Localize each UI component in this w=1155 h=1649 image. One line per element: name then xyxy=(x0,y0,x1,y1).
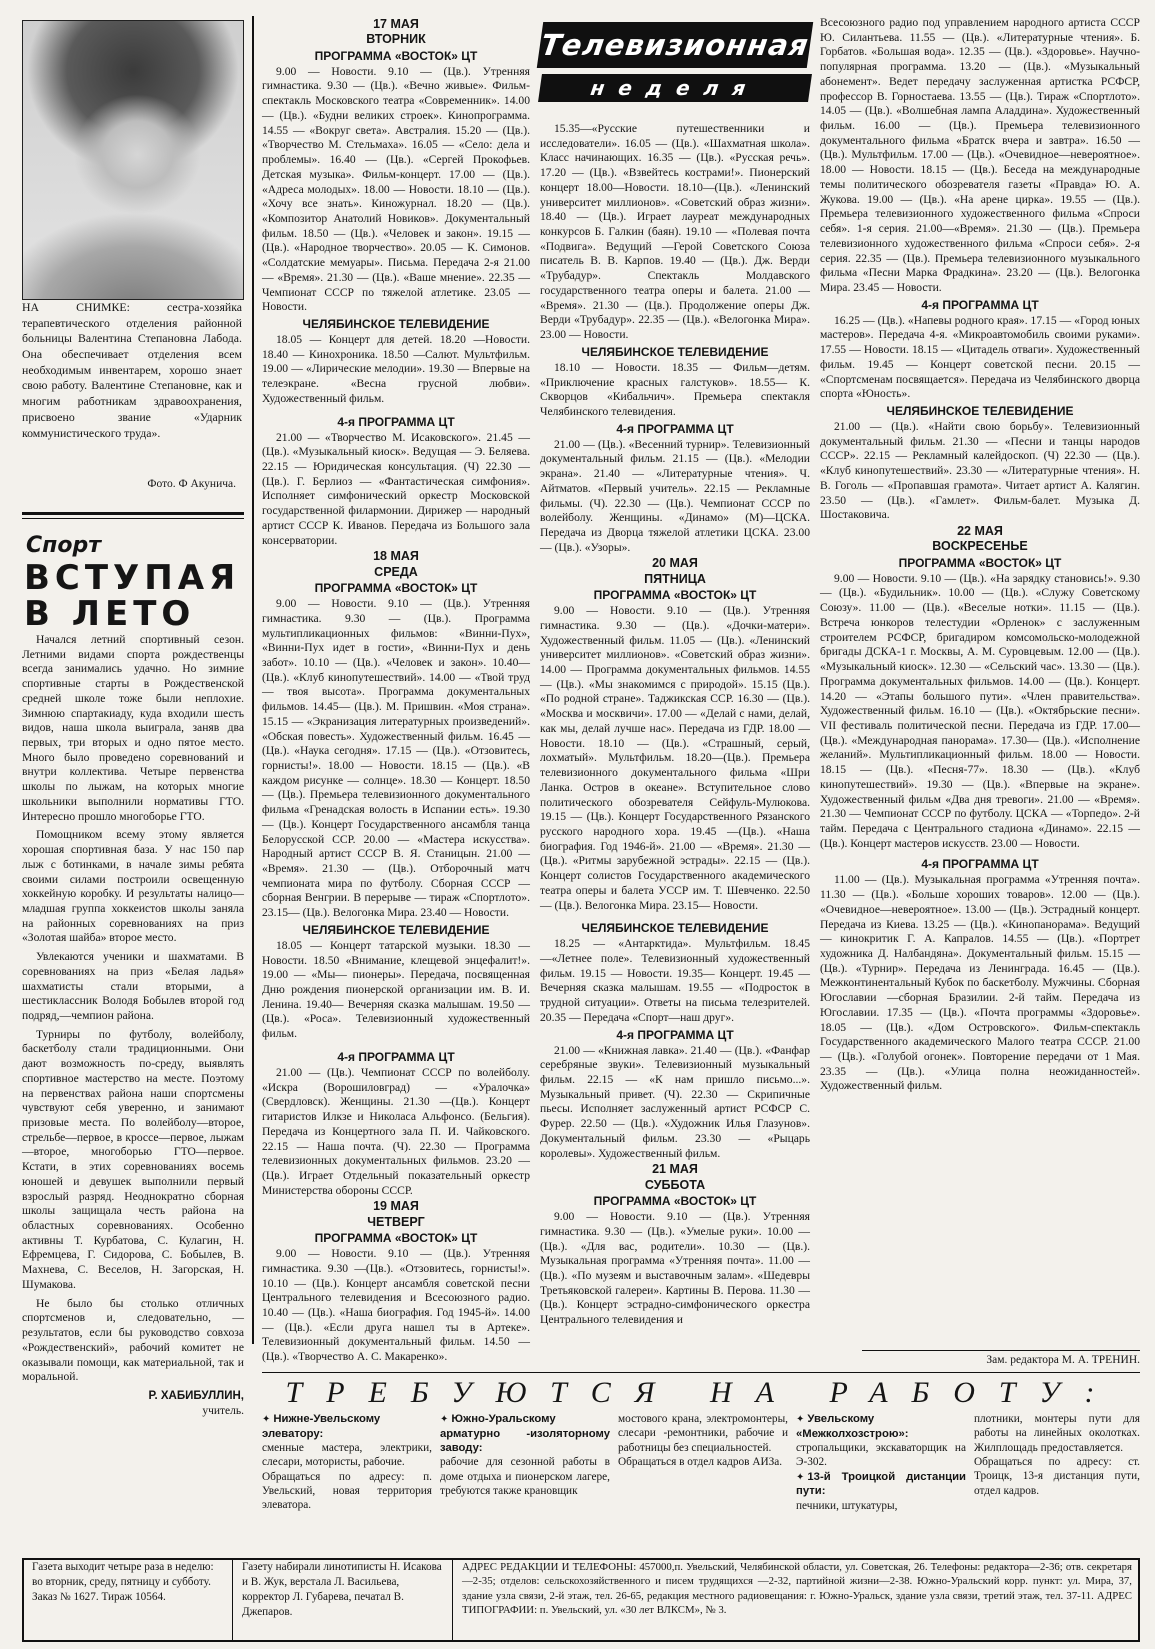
day-name: СРЕДА xyxy=(374,564,418,579)
program-listing: 18.05 — Концерт для детей. 18.20 —Новости. 18.40 — Кинохроника. 18.50 —Салют. Мультфильм. 19.00 — «Лирические мелодии». 19.30 — Впервые на телеэкране. «Весна грусной любви». Художественный фильм. xyxy=(262,332,530,405)
day-date: 18 МАЯ xyxy=(373,549,419,564)
photo-credit: Фото. Ф Акунича. xyxy=(147,478,236,490)
jobs-heading: ТРЕБУЮТСЯ НА РАБОТУ: xyxy=(285,1376,1119,1409)
program-heading: ПРОГРАММА «ВОСТОК» ЦТ xyxy=(593,588,757,603)
program-heading: 4-я ПРОГРАММА ЦТ xyxy=(337,414,455,429)
program-heading: ЧЕЛЯБИНСКОЕ ТЕЛЕВИДЕНИЕ xyxy=(302,922,490,937)
imprint-schedule: Газета выходит четыре раза в неделю: во вторник, среду, пятницу и субботу. Заказ № 1627. Тираж 10564. xyxy=(32,1561,214,1603)
employer-name: Увельскому «Межколхозстрою»: xyxy=(796,1413,909,1440)
day-date: 20 МАЯ xyxy=(652,556,698,571)
program-heading: ЧЕЛЯБИНСКОЕ ТЕЛЕВИДЕНИЕ xyxy=(302,316,490,331)
program-heading: 4-я ПРОГРАММА ЦТ xyxy=(616,421,734,436)
masthead-subtitle: неделя xyxy=(538,74,812,102)
program-listing: 9.00 — Новости. 9.10 — (Цв.). «На зарядку становись!». 9.30 — (Цв.). «Будильник». 10.00 — (Цв.). «Служу Советскому Союзу». 11.00 — (Цв.). «Веселые нотки». 11.15 — (Цв.). Встреча юнкоров телестудии «Орленок» с заслуженным строителем РСФСР, бригадиром комсомольско-молодежной бригады ДСКА-1 г. Москвы, А. М. Суровцевым. 12.00 — (Цв.). «Музыкальный киоск». 12.30 — «Сельский час». 13.30 — (Цв.). Программа документальных фильмов. 14.00 — (Цв.). Концерт. 14.20 — «Этапы большого пути». «Член правительства». Художественный фильм. 16.10 — (Цв.). «Октябрьские песни». VII фестиваль политической песни. Передача из ГДР. 17.00— (Цв.). «Международная панорама». 17.30— (Цв.). «Исполнение желаний». Мультипликационный фильм. 18.00 — Новости. 18.15 — (Цв.). «Песня-77». 18.30 — (Цв.). «Клуб кинопутешествий». 19.30 — (Цв.). «Впервые на экране». Художественный фильм «Два дня тревоги». 21.00 — «Время». 21.30 — Чемпионат СССР по футболу. ЦСКА — «Торпедо». 2-й тайм. Передача с Центрального стадиона «Динамо». 22.15 — (Цв.). Концерт мастеров искусств. 23.00 — Новости. xyxy=(820,571,1140,850)
program-heading: 4-я ПРОГРАММА ЦТ xyxy=(616,1027,734,1042)
program-heading: ПРОГРАММА «ВОСТОК» ЦТ xyxy=(593,1194,757,1209)
diamond-bullet-icon: ✦ xyxy=(796,1471,805,1483)
day-name: ПЯТНИЦА xyxy=(644,571,706,586)
program-listing: 9.00 — Новости. 9.10 — (Цв.). Утренняя гимнастика. 9.30 — (Цв.). «Умелые руки». 10.00 — (Цв.). «Для вас, родители». 10.30 — (Цв.). Музыкальная программа «Утренняя почта». 11.00 — (Цв.). «По музеям и выставочным залам». «Шедевры Третьяковской галереи». Картины В. Перова. 11.30 —(Цв.). Концерт эстрадно-симфонического оркестра Центрального телевидения и xyxy=(540,1210,810,1327)
job-list: стропальщики, экскаваторщик на Э-302. xyxy=(796,1442,966,1469)
program-listing: 9.00 — Новости. 9.10 — (Цв.). Утренняя гимнастика. 9.30 —(Цв.). «Отзовитесь, горнисты!». 10.10 — (Цв.). Концерт ансамбля советской песни Центрального телевидения и Всесоюзного радио. 10.40 — (Цв.). «Наша биография. Год 1945-й». 14.00 — (Цв.). «Если друга нашел ты в Артеке». Телевизионный документальный фильм. 14.50 —(Цв.). «Творчество А. С. Макаренко». xyxy=(262,1247,530,1364)
job-list: сменные мастера, электрики, слесари, мотористы, рабочие. xyxy=(262,1442,432,1469)
tv-column-4 xyxy=(820,16,1140,1348)
program-heading: ПРОГРАММА «ВОСТОК» ЦТ xyxy=(314,581,478,596)
program-heading: 4-я ПРОГРАММА ЦТ xyxy=(921,857,1039,872)
sport-article xyxy=(22,633,244,1418)
job-contact: Обращаться по адресу: ст. Троицк, 13-я дистанция пути, отдел кадров. xyxy=(974,1456,1140,1497)
jobs-rule xyxy=(262,1372,1140,1373)
left-divider-thin xyxy=(22,518,244,519)
program-listing: 9.00 — Новости. 9.10 — (Цв.). Утренняя гимнастика. 9.30 — (Цв.). «Вечно живые». Фильм-спектакль Московского театра «Современник». 14.00 — (Цв.). «Будни великих строек». Кинопрограмма. 14.55 — «Вокруг света». Австралия. 15.20 — (Цв.). «Творчество М. Стельмаха». 16.05 — «Село: дела и проблемы». 16.40 — (Цв.). «Сергей Прокофьев. Детская музыка». Фильм-концерт. 17.00 — (Цв.). «Адреса молодых». 18.00 — Новости. 18.10 — (Цв.). «Хочу все знать». Киножурнал. 18.20 — (Цв.). «Композитор Анатолий Новиков». Документальный фильм. 18.50 — (Цв.). «Человек и закон». 19.15 — (Цв.). «Народное творчество». 20.05 — К. Симонов. «Солдатские мемуары». Письма. Передача 2-я 21.00 — «Время». 21.30 — (Цв.). «Ваше мнение». 22.35 — Чемпионат СССР по тяжелой атлетике. 23.05 — Новости. xyxy=(262,64,530,314)
article-author: Р. ХАБИБУЛЛИН, xyxy=(148,1389,244,1402)
sport-headline: ВСТУПАЯ В ЛЕТО xyxy=(24,558,241,635)
program-heading: ПРОГРАММА «ВОСТОК» ЦТ xyxy=(314,1231,478,1246)
job-list: плотники, монтеры пути для работы на линейных околотках. Жилплощадь предоставляется. xyxy=(974,1413,1140,1454)
program-heading: ЧЕЛЯБИНСКОЕ ТЕЛЕВИДЕНИЕ xyxy=(581,921,769,936)
portrait-photo xyxy=(22,20,244,300)
editor-rule xyxy=(862,1350,1140,1351)
masthead-title: Телевизионная xyxy=(537,22,813,68)
sport-paragraph: Не было бы столько отличных спортсменов и, следовательно, — результатов, если бы руководство совхоза «Рождественский», рабочий комитет не оказывали помощи, как материальной, так и моральной. xyxy=(22,1296,244,1384)
program-listing: 18.05 — Концерт татарской музыки. 18.30 — Новости. 18.50 «Внимание, клещевой энцефалит!». 19.00 — «Мы— пионеры». Передача, посвященная Дню рождения пионерской организации им. В. И. Ленина. 19.40— Вечерняя сказка малышам. 19.50 — (Цв.). «Роса». Телевизионный художественный фильм. xyxy=(262,938,530,1041)
program-listing: 18.10 — Новости. 18.35 — Фильм—детям. «Приключение красных галстуков». 18.55— К. Скворцов «Кибальчич». Премьера спектакля Челябинского телевидения. xyxy=(540,360,810,418)
imprint-divider xyxy=(232,1560,233,1640)
program-heading: ЧЕЛЯБИНСКОЕ ТЕЛЕВИДЕНИЕ xyxy=(581,344,769,359)
deputy-editor: Зам. редактора М. А. ТРЕНИН. xyxy=(986,1354,1140,1366)
day-name: ВТОРНИК xyxy=(366,32,426,47)
program-heading: ПРОГРАММА «ВОСТОК» ЦТ xyxy=(314,48,478,63)
day-name: ВОСКРЕСЕНЬЕ xyxy=(932,539,1028,554)
day-date: 22 МАЯ xyxy=(957,524,1003,538)
program-listing: 21.00 — (Цв.). «Весенний турнир». Телевизионный документальный фильм. 21.15 — (Цв.). «Мелодии экрана». 21.40 — «Литературные чтения». Ч. Айтматов. «Первый учитель». 22.15 — Рекламные фильмы. (Ч). 22.30 — (Цв.). Чемпионат СССР по волейболу. Женщины. «Динамо» (М)—ЦСКА. Передача из Дворца тяжелой атлетики ЦСКА. 23.00 — (Цв.). «Узоры». xyxy=(540,437,810,554)
job-ad-mezhkolkhozstroy xyxy=(796,1412,966,1513)
employer-name: Южно-Уральскому арматурно -изоляторному заводу: xyxy=(440,1413,610,1455)
job-ad-track-district xyxy=(974,1412,1140,1498)
job-list: печники, штукатуры, xyxy=(796,1499,898,1512)
job-ad-insulator-plant-cont xyxy=(618,1412,788,1469)
program-listing: 9.00 — Новости. 9.10 — (Цв.). Утренняя гимнастика. 9.30 — (Цв.). Программа мультипликационных фильмов: «Винни-Пух», «Винни-Пух идет в гости», «Винни-Пух и день забот». 10.10 — (Цв.). «Человек и закон». 10.40—(Цв.). «Клуб кинопутешествий». 14.00 — «Твой труд — твоя высота». Программа документальных фильмов. 14.45— (Цв.). М. Пришвин. «Моя страна». 15.15 — «Экранизация литературных произведений». «Обская повесть». Художественный фильм. 16.45 — (Цв.). «Наука сегодня». 17.15 — (Цв.). «Отзовитесь, горнисты!». 18.00 — Новости. 18.15 — (Цв.). «В каждом рисунке — солнце». 18.30 — Концерт. 18.50 — (Цв.). Премьера телевизионного документального фильма «Гренадская волость в Испании есть». 19.30 — (Цв.). Концерт Государственного ансамбля танца Белорусской ССР. 20.00 — «Мастера искусства». Народный артист СССР В. Я. Станицын. 21.00 — «Время». 21.30 — (Цв.). Отборочный матч чемпионата мира по футболу. Сборная СССР — сборная Венгрии. В перерыве — тираж «Спортлото». 23.15— (Цв.). Велогонка Мира. 23.40 — Новости. xyxy=(262,597,530,920)
sport-paragraph: Увлекаются ученики и шахматами. В соревнованиях на приз «Белая ладья» шахматисты стали вторыми, а шестиклассник Володя Бобылев второй год подряд,—чемпион района. xyxy=(22,950,244,1022)
sport-paragraph: Турниры по футболу, волейболу, баскетболу стали традиционными. Они дают возможность по-среду, выявлять спортивное мастерство на месте. Поэтому на первенствах района наши спортсмены чувствуют себя уверенно, и занимают призовые места. По волейболу—второе, стрельбе—первое, в кроссе—первое, лыжам—второе, многоборью ГТО—первое. Кстати, в этих соревнованиях восемь юношей и девушек выполнили первый взрослый разряд. Неоднократно сборная школы защищала честь района на областных соревнованиях. Особенно активны Т. Курбатова, С. Кулагин, Н. Ефремцева, Г. Сидорова, С. Бобылев, В. Махнева, С. Веселов, Н. Загорская, Н. Шумакова. xyxy=(22,1027,244,1291)
diamond-bullet-icon: ✦ xyxy=(440,1414,449,1425)
tv-column-3 xyxy=(540,122,810,1346)
program-heading: 4-я ПРОГРАММА ЦТ xyxy=(921,297,1039,312)
day-date: 21 МАЯ xyxy=(652,1162,698,1177)
program-listing: 21.00 — «Творчество М. Исаковского». 21.45 — (Цв.). «Музыкальный киоск». Ведущая — Э. Беляева. 22.15 — Юридическая консультация. (Ч) 22.30 — (Цв.). Г. Берлиоз — «Фантастическая симфония». Исполняет симфонический оркестр Московской государственной филармонии. Дирижер — народный артист СССР К. Иванов. Передача из Большого зала консерватории. xyxy=(262,430,530,547)
photo-caption: НА СНИМКЕ: сестра-хозяйка терапевтического отделения районной больницы Валентина Степановна Лабода. Она обеспечивает отделения всем необходимым инвентарем, хорошо знает свою работу. Валентине Степановне, как и многим работникам здравоохранения, присвоено звание «Ударник коммунистического труда». xyxy=(22,300,242,440)
day-name: СУББОТА xyxy=(644,1177,706,1192)
column-rule xyxy=(252,16,254,1344)
program-listing: 21.00 — (Цв.). «Найти свою борьбу». Телевизионный документальный фильм. 21.30 — «Песни и танцы народов СССР». 22.15 — Рекламный калейдоскоп. (Ч) 22.30 — (Цв.). «Клуб кинопутешествий». 23.30 — «Литературные чтения». Н. В. Гоголь — «Пропавшая грамота». Читает артист А. Калягин. 23.50 — (Цв.). «Гамлет». Фильм-балет. Музыка Д. Шостаковича. xyxy=(820,419,1140,522)
program-listing: 21.00 — «Книжная лавка». 21.40 — (Цв.). «Фанфар серебряные звуки». Телевизионный музыкальный фильм. 22.15 — «К нам пришло письмо...». Музыкальный привет. (Ч). 22.30 — Скрипичные пьесы. Исполняет заслуженный артист РСФСР С. Фурер. 22.50 — (Цв.). «Художник Илья Глазунов». Документальный фильм. 23.30 — «Рыцарь королевы». Художественный фильм. xyxy=(540,1043,810,1160)
article-author-role: учитель. xyxy=(202,1404,244,1417)
day-name: ЧЕТВЕРГ xyxy=(367,1214,425,1229)
imprint-staff: Газету набирали линотиписты Н. Исакова и В. Жук, верстала Л. Васильева, корректор Л. Губарева, печатал В. Джепаров. xyxy=(242,1561,442,1618)
sport-paragraph: Помощником всему этому является хорошая спортивная база. У нас 150 пар лыж с ботинками, в начале зимы ребята своими силами построили освещенную хоккейную коробку. И результаты налицо—младшая группа хоккеистов школы заняла на районных соревнованиях на приз «Золотая шайба» второе место. xyxy=(22,828,244,945)
job-list: рабочие для сезонной работы в доме отдыха и пионерском лагере, требуются также крановщик xyxy=(440,1456,610,1498)
job-ad-elevator xyxy=(262,1412,432,1513)
program-listing: 15.35—«Русские путешественники и исследователи». 16.05 — (Цв.). «Шахматная школа». Класс начинающих. 16.35 — (Цв.). «Русская речь». 17.20 — (Цв.). «Взвейтесь кострами!». Пионерский концерт 18.00—Новости. 18.10—(Цв.). «Ленинский университет миллионов». «Советский образ жизни». 18.40 — (Цв.). Играет лауреат международных конкурсов Б. Галкин (баян). 19.10 — «Полевая почта «Подвига». Ведущий —Герой Советского Союза писатель В. В. Карпов. 19.40 — (Цв.). Дж. Верди «Трубадур». Спектакль Молдавского государственного театра оперы и балета. 21.00 — «Время». 21.30 — (Цв.). Продолжение оперы Дж. Верди «Трубадур». 22.35 — (Цв.). «Велогонка Мира». 23.00 — Новости. xyxy=(540,122,810,342)
program-listing: 18.25 — «Антарктида». Мультфильм. 18.45 —«Летнее поле». Телевизионный художественный фильм. 19.15 — Новости. 19.35— Концерт. 19.45 — Вечерняя сказка малышам. 19.55 — «Подросток в трудной ситуации». Ответы на письма телезрителей. 20.35 — Передача «Спорт—наш друг». xyxy=(540,937,810,1024)
job-ad-insulator-plant xyxy=(440,1412,610,1498)
program-heading: ЧЕЛЯБИНСКОЕ ТЕЛЕВИДЕНИЕ xyxy=(886,403,1074,418)
diamond-bullet-icon: ✦ xyxy=(796,1414,805,1425)
program-listing: 9.00 — Новости. 9.10 — (Цв.). Утренняя гимнастика. 9.30 — (Цв.). «Дочки-матери». Художественный фильм. 11.05 — (Цв.). «Ленинский университет миллионов». «Советский образ жизни». 14.00 — Программа документальных фильмов. 14.55 — (Цв.). «Мы знакомимся с природой». 15.15 (Цв.). «По родной стране». Таджикская ССР. 16.30 — (Цв.). «Москва и москвичи». 17.00 — «Делай с нами, делай, как мы, делай лучше нас». Передача из ГДР. 18.00 — Новости. 18.10 — (Цв.). «Страшный, серый, лохматый». Мультфильм. 18.20—(Цв.). Премьера телевизионного документального фильма «Шри Ланка. Остров в океане». Вступительное слово политического обозревателя Сейфуль-Мулюкова. 19.15 — (Цв.). Концерт Государственного Рязанского русского народного хора. 19.45 —(Цв.). «Наша биография. Год 1946-й». 21.00 — «Время». 21.30 — (Цв.). «Ритмы зарубежной эстрады». 22.15 — (Цв.). Концерт солистов Государственного академического театра оперы и балета УССР им. Т. Шевченко. 22.50 — (Цв.). Велогонка Мира. 23.15— Новости. xyxy=(540,604,810,912)
program-listing: 11.00 — (Цв.). Музыкальная программа «Утренняя почта». 11.30 — (Цв.). «Больше хороших товаров». 12.00 — (Цв.). «Очевидное—невероятное». 13.00 — (Цв.). Эстрадный концерт. Передача из Киева. 13.25 — (Цв.). «Кинопанорама». Ведущий — кинокритик Г. А. Капралов. 14.55 — (Цв.). «Портрет художника Д. Налбандяна». Документальный фильм. 15.15 — (Цв.). «Турнир». Передача из Ленинграда. 16.45 — (Цв.). Межконтинентальный Кубок по баскетболу. Мужчины. Сборная Югославии —сборная Бразилии. 2-й тайм. Передача из Югославии. 17.35 — (Цв.). «Почта программы «Здоровье». 18.05 — (Цв.). «Дом Островского». Фильм-спектакль Государственного академического Малого театра СССР. 21.00 — (Цв.). «Голубой огонек». Повторение передачи от 1 Мая. 23.35 — (Цв.). «Улица полна неожиданностей». Художественный фильм. xyxy=(820,873,1140,1093)
program-heading: ПРОГРАММА «ВОСТОК» ЦТ xyxy=(898,555,1062,570)
program-listing: Всесоюзного радио под управлением народного артиста СССР Ю. Силантьева. 11.55 — (Цв.). «Литературные чтения». Б. Горбатов. «Большая вода». 12.35 — (Цв.). «Здоровье». Научно-популярная программа. 13.20 — (Цв.). «Музыкальный абонемент». Ведет передачу заслуженная артистка РСФСР, профессор В. Горностаева. 13.55 — (Цв.). Тираж «Спортлото». 14.05 — (Цв.). «Волшебная лампа Аладдина». Художественный фильм. 16.00 — (Цв.). Премьера телевизионного документального фильма «Братск вчера и завтра». 16.50 — (Цв.). Мультфильм. 17.00 — (Цв.). «Очевидное—невероятное». 18.00 — Новости. 18.15 — (Цв.). Беседа на международные темы политического обозревателя газеты «Правда» Ю. А. Жукова. 19.00 — (Цв.). «На арене цирка». 19.55 — (Цв.). Премьера телевизионного художественного фильма «Спроси себя». 1-я серия. 21.00—«Время». 21.30 — (Цв.). Премьера телевизионного художественного фильма «Спроси себя». 2-я серия. 22.35 — (Цв.). Премьера телевизионного музыкального фильма «Песни Марка Фрадкина». 23.20 — (Цв.). Велогонка Мира. 23.45 — Новости. xyxy=(820,16,1140,294)
job-list: мостового крана, электромонтеры, слесари -ремонтники, рабочие и работницы без специальностей. xyxy=(618,1413,788,1454)
day-date: 17 МАЯ xyxy=(373,17,419,31)
employer-name: 13-й Троицкой дистанции пути: xyxy=(796,1470,966,1498)
program-heading: 4-я ПРОГРАММА ЦТ xyxy=(337,1049,455,1064)
day-date: 19 МАЯ xyxy=(373,1199,419,1214)
tv-column-2 xyxy=(262,16,530,1364)
sport-rubric: Спорт xyxy=(26,533,101,558)
sport-paragraph: Начался летний спортивный сезон. Летними видами спорта рождественцы всегда занимались удачно. Но зимние спортивные старты в Рождественской средней школе тоже были неплохие. Зимнюю спартакиаду, куда входили шесть видов, наша школа выиграла, заняв два первых, три вторых и одно пятое место. Много было проведено соревнований и внутри коллектива. Четыре первенства школы по лыжам, на которых многие школьники выполнили нормативы ГТО. Интересно прошло многоборье ГТО. xyxy=(22,633,244,823)
employer-name: Нижне-Увельскому элеватору: xyxy=(262,1413,381,1440)
imprint-divider xyxy=(452,1560,453,1640)
imprint-address: АДРЕС РЕДАКЦИИ И ТЕЛЕФОНЫ: 457000,п. Увельский, Челябинской области, ул. Советская, 26. Телефоны: редактора—2-36; отв. секретаря—2-35; отделов: сельскохозяйственного и писем трудящихся —2-32, партийной жизни—2-38. Южно-Уральский корр. пункт: ул. Мира, 37, здание узла связи, 2-й этаж, тел. 26-65, редакция местного радиовещания: г. Южно-Уральск, здание узла связи, третий этаж, тел. 37-11. АДРЕС ТИПОГРАФИИ: п. Увельский, ул. «30 лет ВЛКСМ», № 3. xyxy=(462,1561,1132,1617)
program-listing: 21.00 — (Цв.). Чемпионат СССР по волейболу. «Искра (Ворошиловград) — «Уралочка» (Свердловск). Женщины. 21.30 —(Цв.). Концерт гитаристов Илкзе и Николаса Альфонсо. (Бельгия). Передача из Концертного зала П. И. Чайковского. 22.15 — Наша почта. (Ч). 22.30 — Программа телевизионных документальных фильмов. 23.20 — (Цв.). Играет Отдельный показательный оркестр Министерства обороны СССР. xyxy=(262,1065,530,1197)
job-contact: Обращаться по адресу: п. Увельский, новая территория элеватора. xyxy=(262,1470,432,1512)
program-listing: 16.25 — (Цв.). «Напевы родного края». 17.15 — «Город юных мастеров». Передача 4-я. «Микроавтомобиль своими руками». 17.55 — Новости. 18.15 — «Цитадель отваги». Художественный фильм. 19.45 — Концерт советской песни. 20.15 — «Спортсменам посвящается». Передача из Челябинского дворца спорта «Юность». xyxy=(820,313,1140,401)
left-divider xyxy=(22,512,244,515)
diamond-bullet-icon: ✦ xyxy=(262,1414,271,1425)
job-contact: Обращаться в отдел кадров АИЗа. xyxy=(618,1456,783,1469)
tv-week-masthead xyxy=(540,22,810,107)
